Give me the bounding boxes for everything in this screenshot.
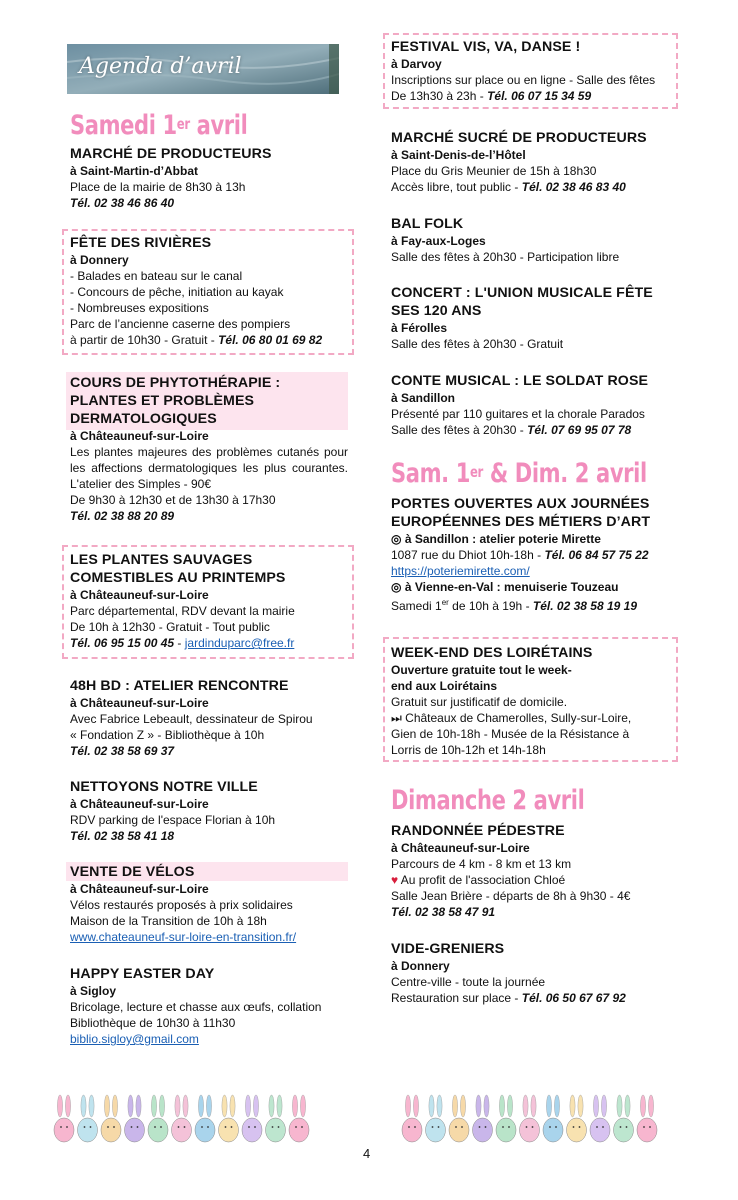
event-happy-easter [70, 965, 348, 1047]
day-heading-satsun: Sam. 1er & Dim. 2 avril [391, 458, 647, 489]
event-title: FÊTE DES RIVIÈRES [70, 235, 212, 251]
bunny-egg-icon [637, 1095, 657, 1142]
easter-bunnies-right [400, 1092, 670, 1144]
separator: - [174, 636, 185, 650]
heart-icon: ♥ [391, 873, 399, 887]
event-line: « Fondation Z » - Bibliothèque à 10h [70, 728, 265, 742]
bunny-egg-icon [125, 1095, 145, 1142]
event-place: à Saint-Denis-de-l’Hôtel [391, 148, 526, 162]
event-line: - Balades en bateau sur le canal [70, 269, 243, 283]
bunny-egg-icon [172, 1095, 192, 1142]
event-place: à Sandillon : atelier poterie Mirette [404, 532, 601, 546]
bunny-egg-icon [101, 1095, 121, 1142]
event-place: à Sigloy [70, 984, 117, 998]
event-tel: Tél. 02 38 88 20 89 [70, 509, 175, 523]
bunny-egg-icon [426, 1095, 446, 1142]
bunny-egg-icon [242, 1095, 262, 1142]
event-line: Maison de la Transition de 10h à 18h [70, 914, 267, 928]
event-tel: Tél. 02 38 58 69 37 [70, 744, 175, 758]
email-link[interactable]: jardinduparc@free.fr [184, 636, 295, 650]
event-title: CONCERT : L'UNION MUSICALE FÊTE SES 120 ANS [391, 285, 653, 319]
event-line-text: Restauration sur place - [391, 991, 522, 1005]
event-line: Salle des fêtes à 20h30 - Gratuit [391, 337, 564, 351]
event-title: FESTIVAL VIS, VA, DANSE ! [391, 39, 581, 55]
event-line-text: Au profit de l'association Chloé [400, 873, 566, 887]
event-tel: Tél. 06 50 67 67 92 [521, 991, 626, 1005]
spiral-icon: ◎ [391, 580, 402, 594]
event-line: Parc départemental, RDV devant la mairie [70, 604, 295, 618]
bunny-egg-icon [266, 1095, 286, 1142]
bunny-egg-icon [590, 1095, 610, 1142]
event-line: Lorris de 10h-12h et 14h-18h [391, 743, 546, 757]
spiral-icon: ◎ [391, 532, 402, 546]
event-randonnee [391, 822, 672, 920]
event-fete-rivieres [70, 234, 348, 348]
event-place: à Donnery [70, 253, 129, 267]
event-place: à Sandillon [391, 391, 456, 405]
event-tel: Tél. 06 95 15 00 45 [70, 636, 175, 650]
bunny-egg-icon [195, 1095, 215, 1142]
event-line [70, 332, 348, 348]
event-line: Gien de 10h-18h - Musée de la Résistance à [391, 727, 630, 741]
event-title: MARCHÉ DE PRODUCTEURS [70, 146, 272, 162]
bunny-egg-icon [219, 1095, 239, 1142]
event-weekend-loiretains [391, 644, 672, 758]
event-line-text: Accès libre, tout public - [391, 180, 522, 194]
event-line: Salle Jean Brière - départs de 8h à 9h30 - 4€ [391, 889, 631, 903]
event-line: RDV parking de l'espace Florian à 10h [70, 813, 276, 827]
event-tel: Tél. 02 38 58 41 18 [70, 829, 175, 843]
event-tel: Tél. 06 84 57 75 22 [544, 548, 649, 562]
event-place: à Fay-aux-Loges [391, 234, 486, 248]
event-bal-folk [391, 215, 672, 265]
event-title: NETTOYONS NOTRE VILLE [70, 779, 258, 795]
day-heading-sat1: Samedi 1er avril [70, 110, 248, 141]
event-title: VIDE-GRENIERS [391, 941, 505, 957]
event-tel: Tél. 02 38 58 47 91 [391, 905, 496, 919]
event-festival [391, 38, 672, 104]
event-place: à Châteauneuf-sur-Loire [70, 696, 209, 710]
event-tel: Tél. 07 69 95 07 78 [527, 423, 632, 437]
day-heading-sun2: Dimanche 2 avril [391, 785, 585, 816]
event-conte-musical [391, 372, 672, 438]
event-place: à Châteauneuf-sur-Loire [70, 882, 209, 896]
event-description: Les plantes majeures des problèmes cutanés pour les affections dermatologiques les plus courantes. L'atelier des Simples - 90€ [70, 445, 348, 491]
bunny-egg-icon [148, 1095, 168, 1142]
event-line-text: 1087 rue du Dhiot 10h-18h - [391, 548, 545, 562]
event-line: Gratuit sur justificatif de domicile. [391, 695, 568, 709]
event-place: à Darvoy [391, 57, 442, 71]
event-line: Place de la mairie de 8h30 à 13h [70, 180, 246, 194]
skip-forward-icon: ⏭ [391, 711, 402, 725]
event-marche-sucre [391, 129, 672, 195]
event-title: HAPPY EASTER DAY [70, 966, 215, 982]
event-line: - Nombreuses expositions [70, 301, 209, 315]
event-line: Centre-ville - toute la journée [391, 975, 546, 989]
event-portes-ouvertes [391, 495, 672, 614]
bunny-egg-icon [496, 1095, 516, 1142]
event-title: COURS DE PHYTOTHÉRAPIE : PLANTES ET PROBLÈMES DERMATOLOGIQUES [70, 375, 281, 427]
bunny-egg-icon [543, 1095, 563, 1142]
event-title: BAL FOLK [391, 216, 464, 232]
event-place: à Saint-Martin-d’Abbat [70, 164, 198, 178]
event-vente-velos [70, 863, 348, 945]
event-title: 48H BD : ATELIER RENCONTRE [70, 678, 289, 694]
easter-bunnies-left [52, 1092, 322, 1144]
email-link[interactable]: biblio.sigloy@gmail.com [70, 1032, 199, 1046]
event-line: Inscriptions sur place ou en ligne - Salle des fêtes [391, 73, 656, 87]
event-line-text: Samedi 1 [391, 599, 442, 613]
bunny-egg-icon [449, 1095, 469, 1142]
event-place: à Châteauneuf-sur-Loire [70, 429, 209, 443]
event-place: Ouverture gratuite tout le week-end aux Loirétains [391, 663, 572, 693]
website-link[interactable]: www.chateauneuf-sur-loire-en-transition.fr/ [70, 930, 297, 944]
agenda-banner [67, 44, 339, 94]
bunny-egg-icon [402, 1095, 422, 1142]
event-vide-greniers [391, 940, 672, 1006]
bunny-egg-icon [54, 1095, 74, 1142]
event-plantes-sauvages [70, 551, 348, 651]
event-line: Bricolage, lecture et chasse aux œufs, collation [70, 1000, 322, 1014]
event-place: à Donnery [391, 959, 450, 973]
event-line-text: De 13h30 à 23h - [391, 89, 488, 103]
event-tel: Tél. 06 80 01 69 82 [218, 333, 323, 347]
event-nettoyons [70, 778, 348, 844]
website-link[interactable]: https://poteriemirette.com/ [391, 564, 530, 578]
event-place: à Vienne-en-Val : menuiserie Touzeau [404, 580, 619, 594]
event-title: VENTE DE VÉLOS [70, 864, 195, 880]
event-title: CONTE MUSICAL : LE SOLDAT ROSE [391, 373, 649, 389]
event-title: RANDONNÉE PÉDESTRE [391, 823, 565, 839]
event-marche-producteurs [70, 145, 348, 211]
event-line: Salle des fêtes à 20h30 - Participation libre [391, 250, 620, 264]
banner-title: Agenda d’avril [79, 54, 242, 79]
event-line: Bibliothèque de 10h30 à 11h30 [70, 1016, 236, 1030]
event-line-text: Salle des fêtes à 20h30 - [391, 423, 528, 437]
event-place: à Châteauneuf-sur-Loire [70, 797, 209, 811]
event-line: Présenté par 110 guitares et la chorale Parados [391, 407, 645, 421]
event-place: à Férolles [391, 321, 448, 335]
bunny-egg-icon [567, 1095, 587, 1142]
event-line: Avec Fabrice Lebeault, dessinateur de Spirou [70, 712, 313, 726]
event-line: - Concours de pêche, initiation au kayak [70, 285, 284, 299]
event-place: à Châteauneuf-sur-Loire [391, 841, 530, 855]
event-line: Parcours de 4 km - 8 km et 13 km [391, 857, 572, 871]
event-line-text: de 10h à 19h - [448, 599, 533, 613]
event-line: Vélos restaurés proposés à prix solidaires [70, 898, 293, 912]
event-line: Place du Gris Meunier de 15h à 18h30 [391, 164, 597, 178]
page-number: 4 [363, 1146, 371, 1161]
event-line-text: à partir de 10h30 - Gratuit - [70, 333, 219, 347]
bunny-egg-icon [78, 1095, 98, 1142]
event-line: De 9h30 à 12h30 et de 13h30 à 17h30 [70, 493, 276, 507]
event-tel: Tél. 06 07 15 34 59 [487, 89, 592, 103]
bunny-egg-icon [289, 1095, 309, 1142]
event-tel: Tél. 02 38 46 86 40 [70, 196, 175, 210]
event-title: PORTES OUVERTES AUX JOURNÉES EUROPÉENNES DES MÉTIERS D’ART [391, 496, 651, 530]
event-48h-bd [70, 677, 348, 759]
bunny-egg-icon [473, 1095, 493, 1142]
event-concert [391, 284, 672, 352]
event-title: WEEK-END DES LOIRÉTAINS [391, 645, 593, 661]
event-line-text: Châteaux de Chamerolles, Sully-sur-Loire, [405, 711, 632, 725]
event-phytotherapie [70, 374, 348, 524]
event-line: Parc de l’ancienne caserne des pompiers [70, 317, 291, 331]
event-place: à Châteauneuf-sur-Loire [70, 588, 209, 602]
superscript: er [441, 598, 449, 607]
bunny-egg-icon [520, 1095, 540, 1142]
event-title: MARCHÉ SUCRÉ DE PRODUCTEURS [391, 130, 647, 146]
event-tel: Tél. 02 38 58 19 19 [532, 599, 637, 613]
event-tel: Tél. 02 38 46 83 40 [521, 180, 626, 194]
event-title: LES PLANTES SAUVAGES COMESTIBLES AU PRINTEMPS [70, 552, 286, 586]
bunny-egg-icon [614, 1095, 634, 1142]
event-line: De 10h à 12h30 - Gratuit - Tout public [70, 620, 270, 634]
